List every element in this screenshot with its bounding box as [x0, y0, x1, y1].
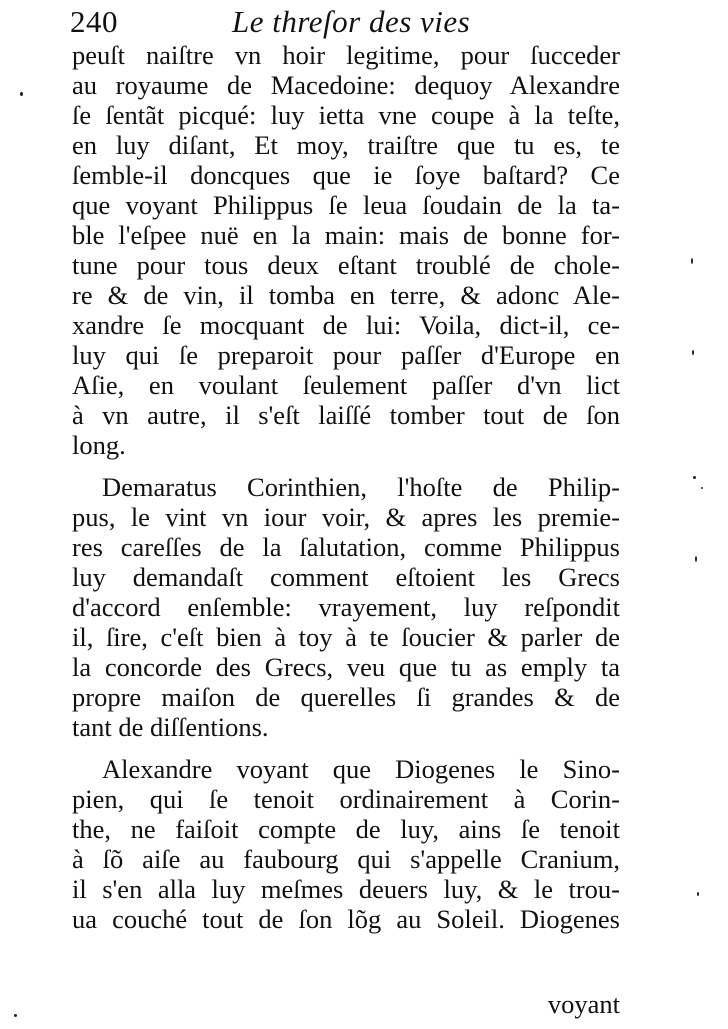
ink-speck	[695, 556, 697, 562]
paragraph-1	[72, 40, 620, 460]
paragraph-gap	[72, 742, 620, 754]
text-line: propre maiſon de querelles ſi grandes & de	[72, 682, 620, 712]
text-line: en luy diſant, Et moy, traiſtre que tu es, te	[72, 130, 620, 160]
text-line: pus, le vint vn iour voir, & apres les premie-	[72, 502, 620, 532]
text-line: luy demandaſt comment eſtoient les Grecs	[72, 562, 620, 592]
text-line: ua couché tout de ſon lõg au Soleil. Diogenes	[72, 904, 620, 934]
paragraph-gap	[72, 460, 620, 472]
text-line: ſe ſentãt picqué: luy ietta vne coupe à la teſte,	[72, 100, 620, 130]
text-line: ble l'eſpee nuë en la main: mais de bonne for-	[72, 220, 620, 250]
page-number: 240	[70, 4, 118, 39]
paragraph-2	[72, 472, 620, 742]
text-line: Alexandre voyant que Diogenes le Sino-	[102, 754, 620, 784]
text-line: à ſõ aiſe au faubourg qui s'appelle Cranium,	[72, 844, 620, 874]
ink-speck	[701, 487, 703, 489]
ink-speck	[692, 350, 694, 355]
running-title: Le threſor des vies	[232, 4, 471, 39]
text-line: ſemble-il doncques que ie ſoye baſtard? Ce	[72, 160, 620, 190]
text-line: the, ne faiſoit compte de luy, ains ſe tenoit	[72, 814, 620, 844]
text-line: luy qui ſe preparoit pour paſſer d'Europe en	[72, 340, 620, 370]
text-line: pien, qui ſe tenoit ordinairement à Corin-	[72, 784, 620, 814]
text-line: res careſſes de la ſalutation, comme Philippus	[72, 532, 620, 562]
text-line: la concorde des Grecs, veu que tu as emply ta	[72, 652, 620, 682]
ink-speck	[693, 476, 696, 479]
paragraph-3	[72, 754, 620, 934]
text-line: il, ſire, c'eſt bien à toy à te ſoucier & parler de	[72, 622, 620, 652]
text-line: peuſt naiſtre vn hoir legitime, pour ſucceder	[72, 40, 620, 70]
ink-speck	[691, 258, 693, 264]
text-line: au royaume de Macedoine: dequoy Alexandre	[72, 70, 620, 100]
page-header	[70, 4, 630, 40]
text-line: Demaratus Corinthien, l'hoſte de Philip-	[102, 472, 620, 502]
text-line: que voyant Philippus ſe leua ſoudain de la ta-	[72, 190, 620, 220]
ink-speck	[14, 1014, 17, 1017]
text-line: à vn autre, il s'eſt laiſſé tomber tout de ſon	[72, 400, 620, 430]
text-line: xandre ſe mocquant de lui: Voila, dict-il, ce-	[72, 310, 620, 340]
text-line: il s'en alla luy meſmes deuers luy, & le trou-	[72, 874, 620, 904]
text-line: long.	[72, 430, 126, 460]
text-line: tant de diſſentions.	[72, 712, 269, 742]
text-line: Aſie, en voulant ſeulement paſſer d'vn lict	[72, 370, 620, 400]
text-line: d'accord enſemble: vrayement, luy reſpondit	[72, 592, 620, 622]
text-line: tune pour tous deux eſtant troublé de chole-	[72, 250, 620, 280]
text-line: re & de vin, il tomba en terre, & adonc Ale-	[72, 280, 620, 310]
ink-speck	[20, 92, 23, 96]
body-text	[72, 40, 620, 934]
catchword: voyant	[547, 989, 620, 1019]
ink-speck	[697, 892, 699, 896]
